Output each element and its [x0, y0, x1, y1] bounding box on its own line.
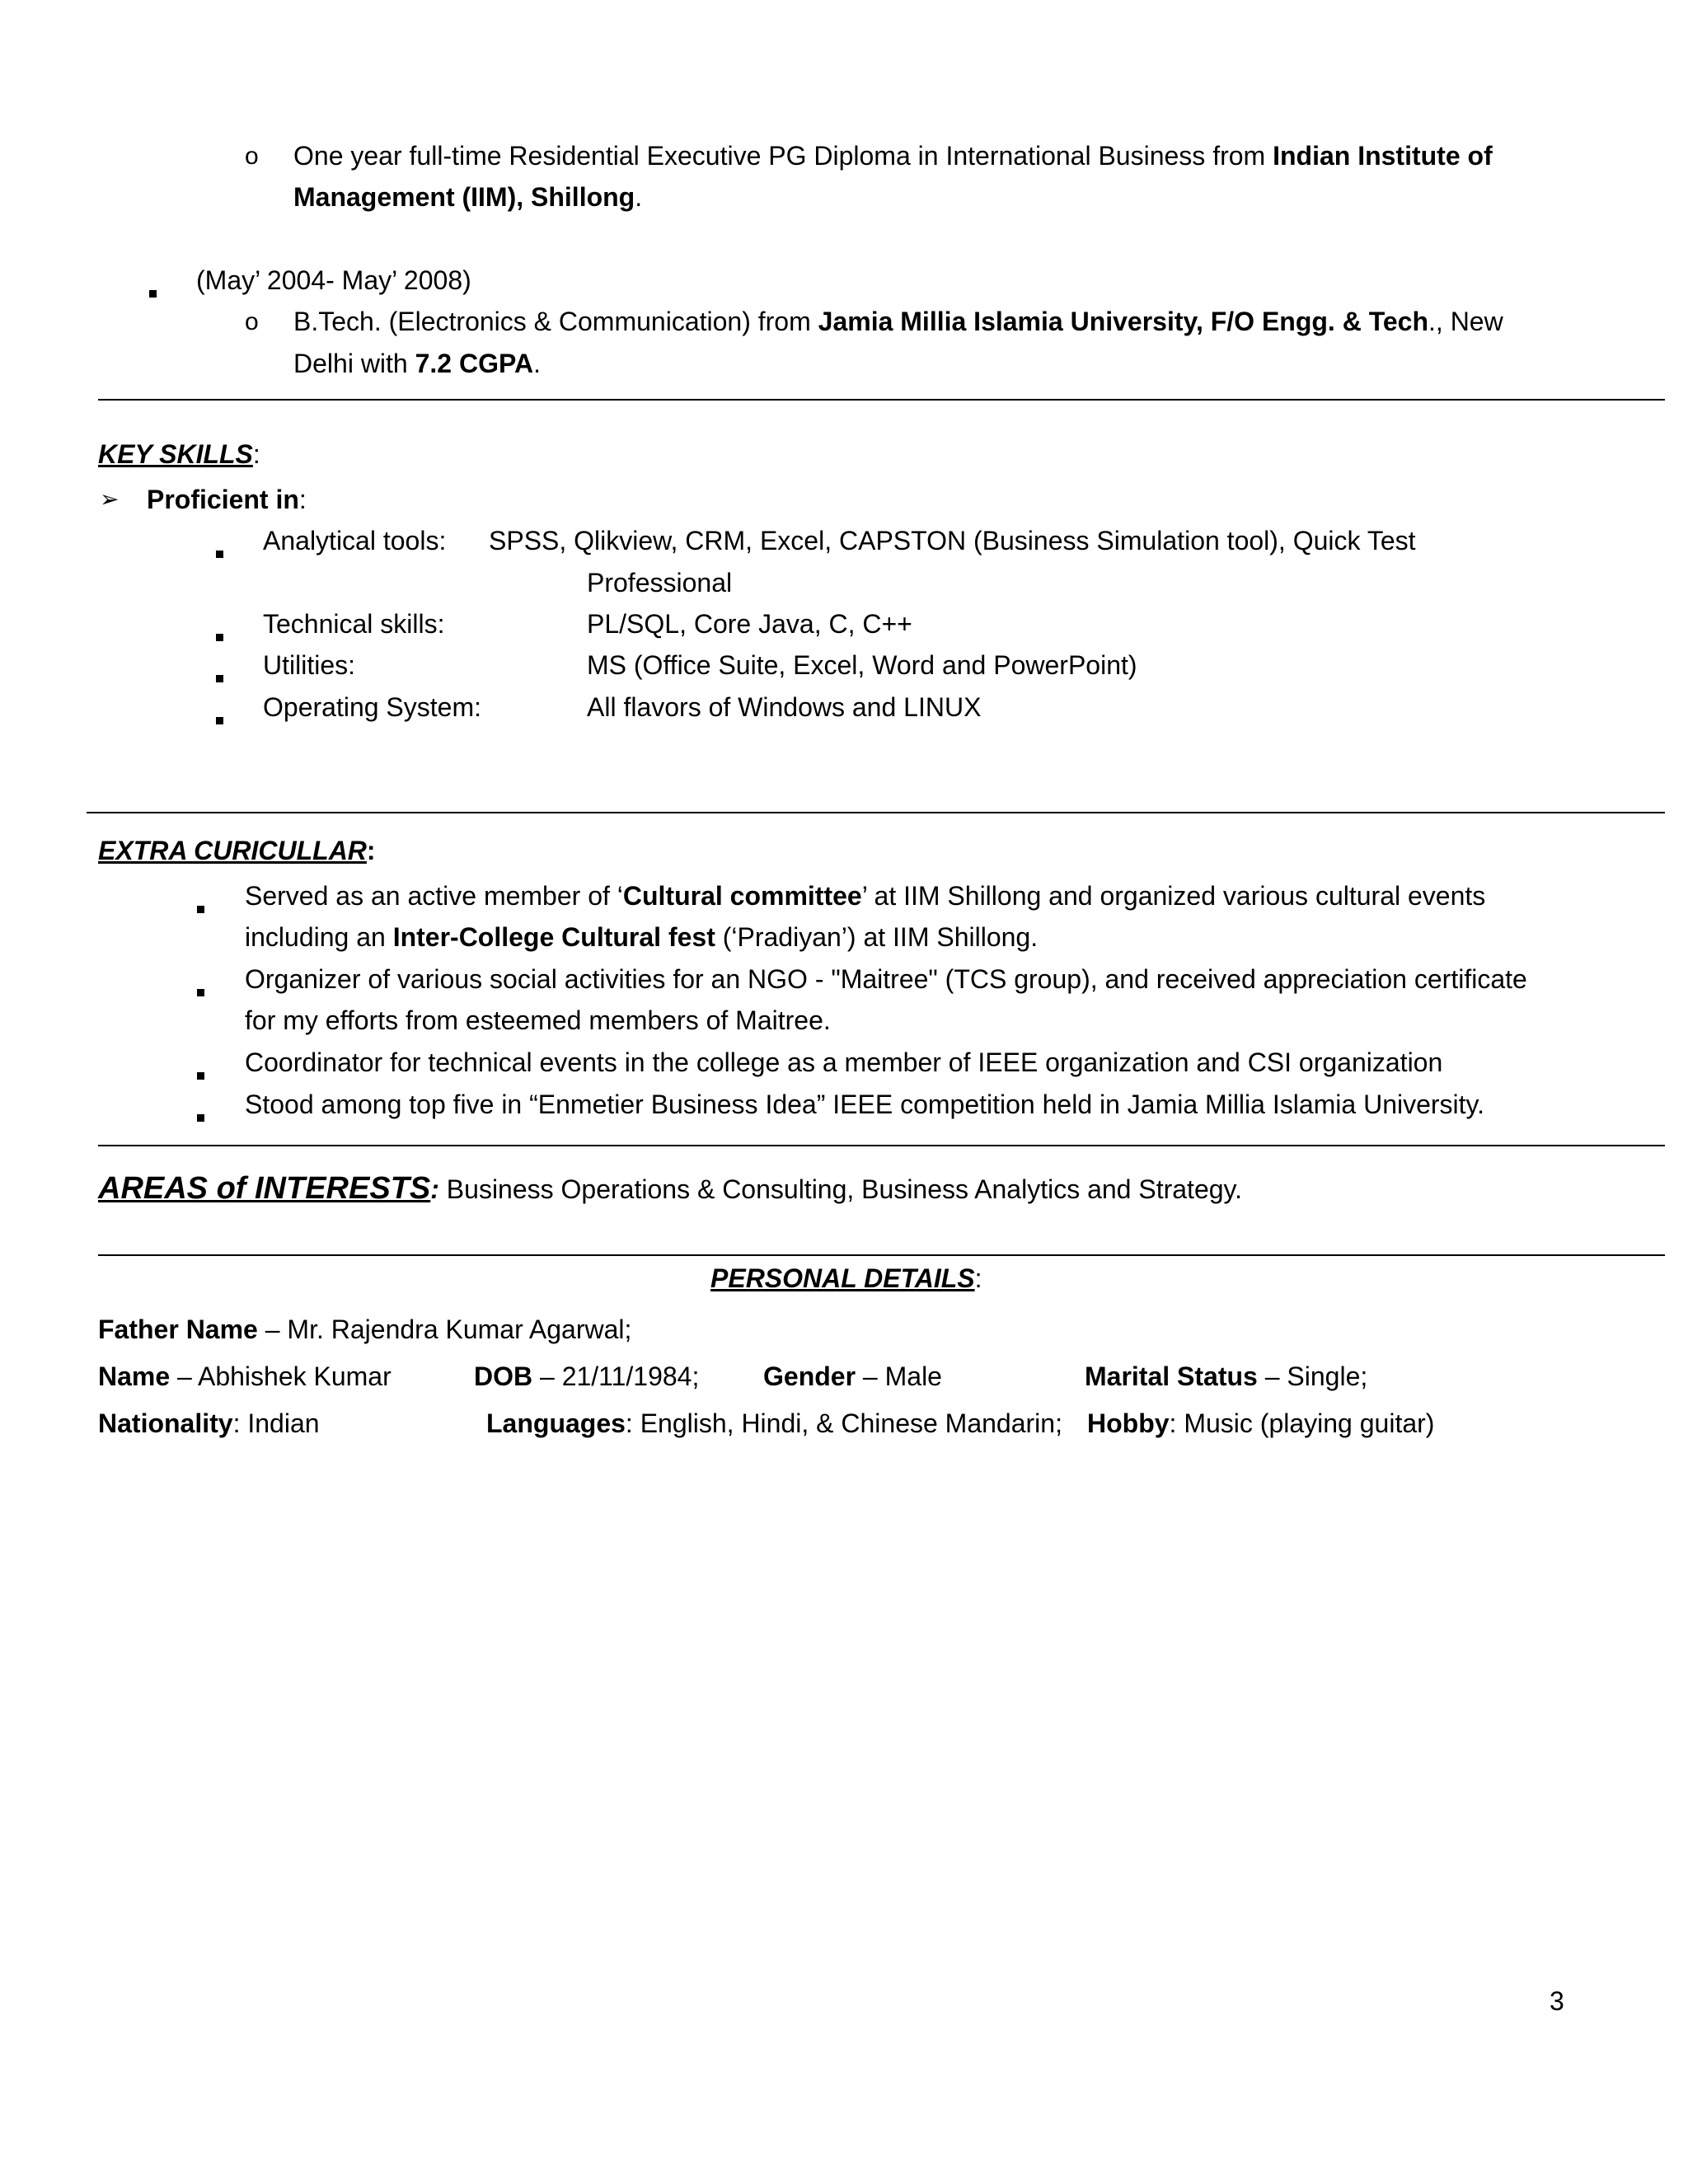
- gender-field: Gender – Male: [763, 1361, 942, 1391]
- father-name: Father Name – Mr. Rajendra Kumar Agarwal;: [98, 1315, 632, 1344]
- dob-field: DOB – 21/11/1984;: [474, 1361, 700, 1391]
- extra-item-2-line-1: Organizer of various social activities for an NGO - "Maitree" (TCS group), and received appreciation certificate: [245, 964, 1527, 994]
- list-marker-circle: o: [245, 143, 259, 170]
- languages-field: Languages: English, Hindi, & Chinese Mandarin;: [486, 1408, 1062, 1438]
- bullet-square: [197, 891, 204, 917]
- btech-line-2: Delhi with 7.2 CGPA.: [293, 349, 541, 378]
- section-divider: [98, 399, 1665, 401]
- personal-details-heading: PERSONAL DETAILS:: [710, 1263, 982, 1293]
- bullet-square: [149, 275, 157, 302]
- bullet-square: [197, 974, 204, 1001]
- skill-value-utilities: MS (Office Suite, Excel, Word and PowerPoint): [587, 650, 1137, 680]
- list-marker-circle: o: [245, 308, 259, 335]
- btech-line-1: B.Tech. (Electronics & Communication) from Jamia Millia Islamia University, F/O Engg. & Tech., New: [293, 307, 1503, 336]
- iim-diploma-line-2: Management (IIM), Shillong.: [293, 182, 643, 212]
- bullet-square: [216, 619, 223, 645]
- skill-value-analytical: SPSS, Qlikview, CRM, Excel, CAPSTON (Business Simulation tool), Quick Test: [489, 526, 1416, 555]
- bullet-square: [197, 1057, 204, 1084]
- iim-diploma-line-1: One year full-time Residential Executive PG Diploma in International Business from Indian Institute of: [293, 141, 1493, 171]
- section-divider: [98, 1145, 1665, 1146]
- skill-value-technical: PL/SQL, Core Java, C, C++: [587, 609, 912, 639]
- arrow-bullet-icon: ➢: [100, 486, 120, 512]
- btech-period: (May’ 2004- May’ 2008): [196, 265, 471, 295]
- bullet-square: [197, 1099, 204, 1126]
- nationality-field: Nationality: Indian: [98, 1408, 320, 1438]
- extra-item-3: Coordinator for technical events in the college as a member of IEEE organization and CSI organization: [245, 1047, 1443, 1077]
- extra-curricular-heading: EXTRA CURICULLAR:: [98, 836, 376, 865]
- bullet-square: [216, 536, 223, 562]
- bullet-square: [216, 660, 223, 687]
- extra-item-1-line-2: including an Inter-College Cultural fest (‘Pradiyan’) at IIM Shillong.: [245, 922, 1039, 952]
- bullet-square: [216, 702, 223, 729]
- key-skills-heading: KEY SKILLS:: [98, 439, 260, 469]
- extra-item-4: Stood among top five in “Enmetier Business Idea” IEEE competition held in Jamia Millia Islamia University.: [245, 1090, 1485, 1119]
- proficient-label: Proficient in:: [147, 485, 307, 514]
- marital-status-field: Marital Status – Single;: [1085, 1361, 1368, 1391]
- hobby-field: Hobby: Music (playing guitar): [1087, 1408, 1435, 1438]
- skill-label-utilities: Utilities:: [263, 650, 356, 680]
- section-divider: [87, 812, 1665, 813]
- interests-line: AREAS of INTERESTS: Business Operations & Consulting, Business Analytics and Strategy.: [98, 1171, 1243, 1206]
- name-field: Name – Abhishek Kumar: [98, 1361, 392, 1391]
- section-divider: [98, 1254, 1665, 1256]
- skill-label-analytical: Analytical tools:: [263, 526, 447, 555]
- skill-value-os: All flavors of Windows and LINUX: [587, 692, 982, 722]
- skill-value-analytical-cont: Professional: [587, 568, 733, 598]
- page-number: 3: [1550, 1986, 1564, 2016]
- extra-item-2-line-2: for my efforts from esteemed members of Maitree.: [245, 1005, 831, 1035]
- skill-label-technical: Technical skills:: [263, 609, 445, 639]
- extra-item-1-line-1: Served as an active member of ‘Cultural committee’ at IIM Shillong and organized various cultural events: [245, 881, 1486, 911]
- skill-label-os: Operating System:: [263, 692, 481, 722]
